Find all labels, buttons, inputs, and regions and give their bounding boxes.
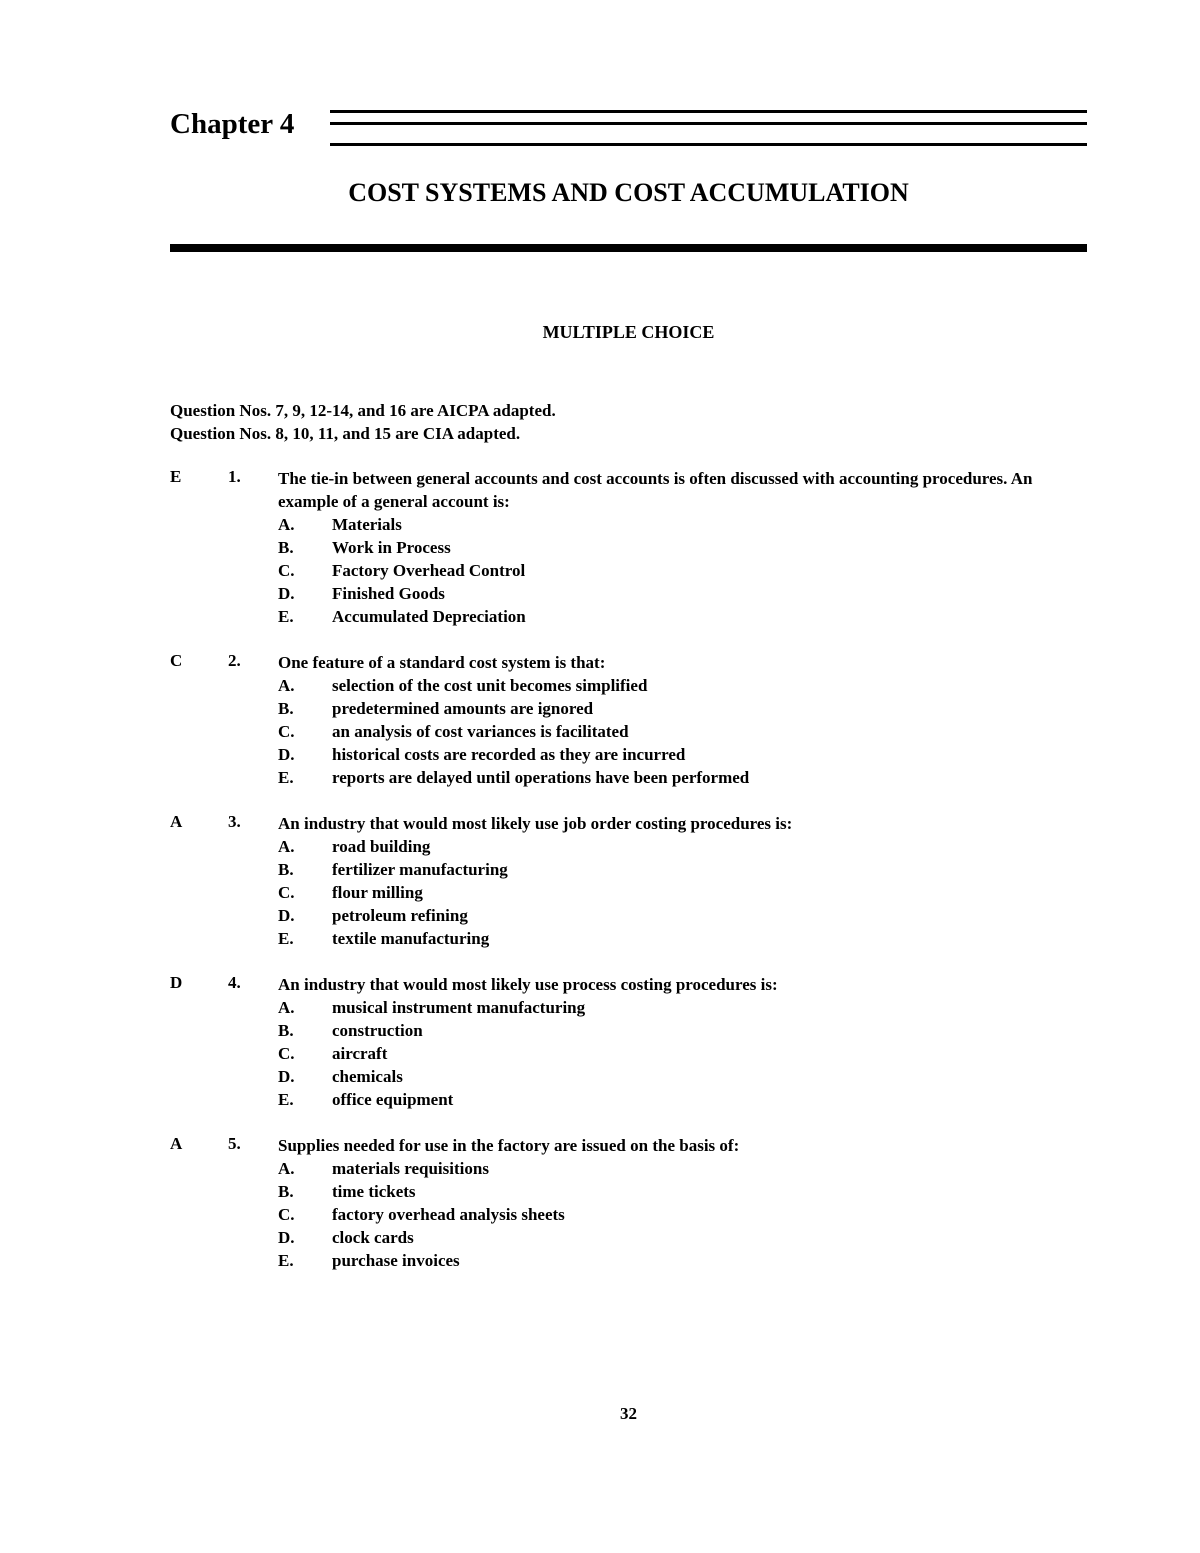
answer-option [278, 1065, 1070, 1088]
option-text: clock cards [332, 1228, 414, 1247]
question-item [170, 812, 1070, 950]
answer-key: E [170, 467, 182, 486]
option-text: flour milling [332, 883, 423, 902]
answer-option [278, 743, 1070, 766]
question-stem: An industry that would most likely use job order costing procedures is: [278, 814, 793, 833]
option-letter: B. [278, 860, 294, 879]
answer-key: A [170, 1134, 183, 1153]
option-letter: E. [278, 1251, 294, 1270]
answer-option [278, 513, 1070, 536]
option-letter: D. [278, 1228, 295, 1247]
answer-option [278, 582, 1070, 605]
source-note: Question Nos. 7, 9, 12-14, and 16 are AICPA adapted. [170, 401, 556, 420]
option-letter: B. [278, 1021, 294, 1040]
option-letter: A. [278, 1159, 295, 1178]
question-item [170, 1134, 1070, 1272]
option-letter: E. [278, 1090, 294, 1109]
source-note: Question Nos. 8, 10, 11, and 15 are CIA adapted. [170, 424, 521, 443]
rule-line [330, 122, 1087, 125]
option-text: Factory Overhead Control [332, 561, 526, 580]
option-letter: C. [278, 722, 295, 741]
rule-line [330, 110, 1087, 113]
answer-option [278, 1203, 1070, 1226]
option-text: Finished Goods [332, 584, 445, 603]
answer-option [278, 605, 1070, 628]
title-divider [170, 244, 1087, 252]
answer-option [278, 1088, 1070, 1111]
page-number: 32 [620, 1404, 637, 1423]
option-letter: E. [278, 768, 294, 787]
answer-option [278, 858, 1070, 881]
option-text: purchase invoices [332, 1251, 460, 1270]
answer-option [278, 881, 1070, 904]
option-letter: C. [278, 883, 295, 902]
option-text: factory overhead analysis sheets [332, 1205, 565, 1224]
option-text: Materials [332, 515, 402, 534]
answer-option [278, 559, 1070, 582]
option-text: Accumulated Depreciation [332, 607, 526, 626]
answer-option [278, 1042, 1070, 1065]
answer-option [278, 1249, 1070, 1272]
question-item [170, 651, 1070, 789]
option-text: predetermined amounts are ignored [332, 699, 594, 718]
answer-option [278, 697, 1070, 720]
chapter-rules [330, 110, 1087, 148]
option-letter: D. [278, 1067, 295, 1086]
option-letter: A. [278, 998, 295, 1017]
option-letter: B. [278, 1182, 294, 1201]
option-letter: C. [278, 561, 295, 580]
option-letter: E. [278, 929, 294, 948]
question-number: 2. [228, 651, 241, 670]
option-text: fertilizer manufacturing [332, 860, 508, 879]
chapter-title: COST SYSTEMS AND COST ACCUMULATION [348, 178, 909, 207]
answer-option [278, 536, 1070, 559]
option-text: construction [332, 1021, 423, 1040]
question-list [170, 467, 1070, 1295]
option-text: selection of the cost unit becomes simplified [332, 676, 648, 695]
answer-key: A [170, 812, 183, 831]
answer-option [278, 1226, 1070, 1249]
question-item [170, 467, 1070, 628]
option-text: road building [332, 837, 431, 856]
option-letter: E. [278, 607, 294, 626]
option-text: office equipment [332, 1090, 454, 1109]
answer-option [278, 720, 1070, 743]
answer-option [278, 674, 1070, 697]
option-letter: D. [278, 745, 295, 764]
rule-line [330, 143, 1087, 146]
option-text: musical instrument manufacturing [332, 998, 586, 1017]
chapter-label: Chapter 4 [170, 108, 295, 140]
option-letter: C. [278, 1044, 295, 1063]
question-item [170, 973, 1070, 1111]
answer-option [278, 766, 1070, 789]
option-letter: C. [278, 1205, 295, 1224]
question-number: 4. [228, 973, 241, 992]
answer-option [278, 927, 1070, 950]
option-letter: B. [278, 699, 294, 718]
option-letter: A. [278, 837, 295, 856]
answer-option [278, 1180, 1070, 1203]
question-stem: One feature of a standard cost system is that: [278, 653, 606, 672]
option-text: historical costs are recorded as they are incurred [332, 745, 686, 764]
question-number: 3. [228, 812, 241, 831]
question-stem: An industry that would most likely use process costing procedures is: [278, 975, 778, 994]
option-text: petroleum refining [332, 906, 468, 925]
option-letter: D. [278, 906, 295, 925]
option-letter: D. [278, 584, 295, 603]
answer-key: C [170, 651, 183, 670]
answer-option [278, 904, 1070, 927]
option-letter: A. [278, 676, 295, 695]
answer-key: D [170, 973, 183, 992]
option-text: an analysis of cost variances is facilitated [332, 722, 629, 741]
section-heading: MULTIPLE CHOICE [542, 322, 715, 342]
option-letter: B. [278, 538, 294, 557]
option-text: reports are delayed until operations have been performed [332, 768, 750, 787]
option-text: time tickets [332, 1182, 416, 1201]
answer-option [278, 1019, 1070, 1042]
option-text: materials requisitions [332, 1159, 489, 1178]
question-stem: Supplies needed for use in the factory are issued on the basis of: [278, 1136, 740, 1155]
option-text: aircraft [332, 1044, 388, 1063]
option-text: Work in Process [332, 538, 451, 557]
question-number: 1. [228, 467, 241, 486]
option-text: textile manufacturing [332, 929, 490, 948]
question-number: 5. [228, 1134, 241, 1153]
source-notes [170, 399, 556, 445]
option-letter: A. [278, 515, 295, 534]
answer-option [278, 1157, 1070, 1180]
answer-option [278, 835, 1070, 858]
option-text: chemicals [332, 1067, 403, 1086]
question-stem: The tie-in between general accounts and cost accounts is often discussed with accounting procedures. An example of a general account is: [278, 469, 1033, 511]
answer-option [278, 996, 1070, 1019]
